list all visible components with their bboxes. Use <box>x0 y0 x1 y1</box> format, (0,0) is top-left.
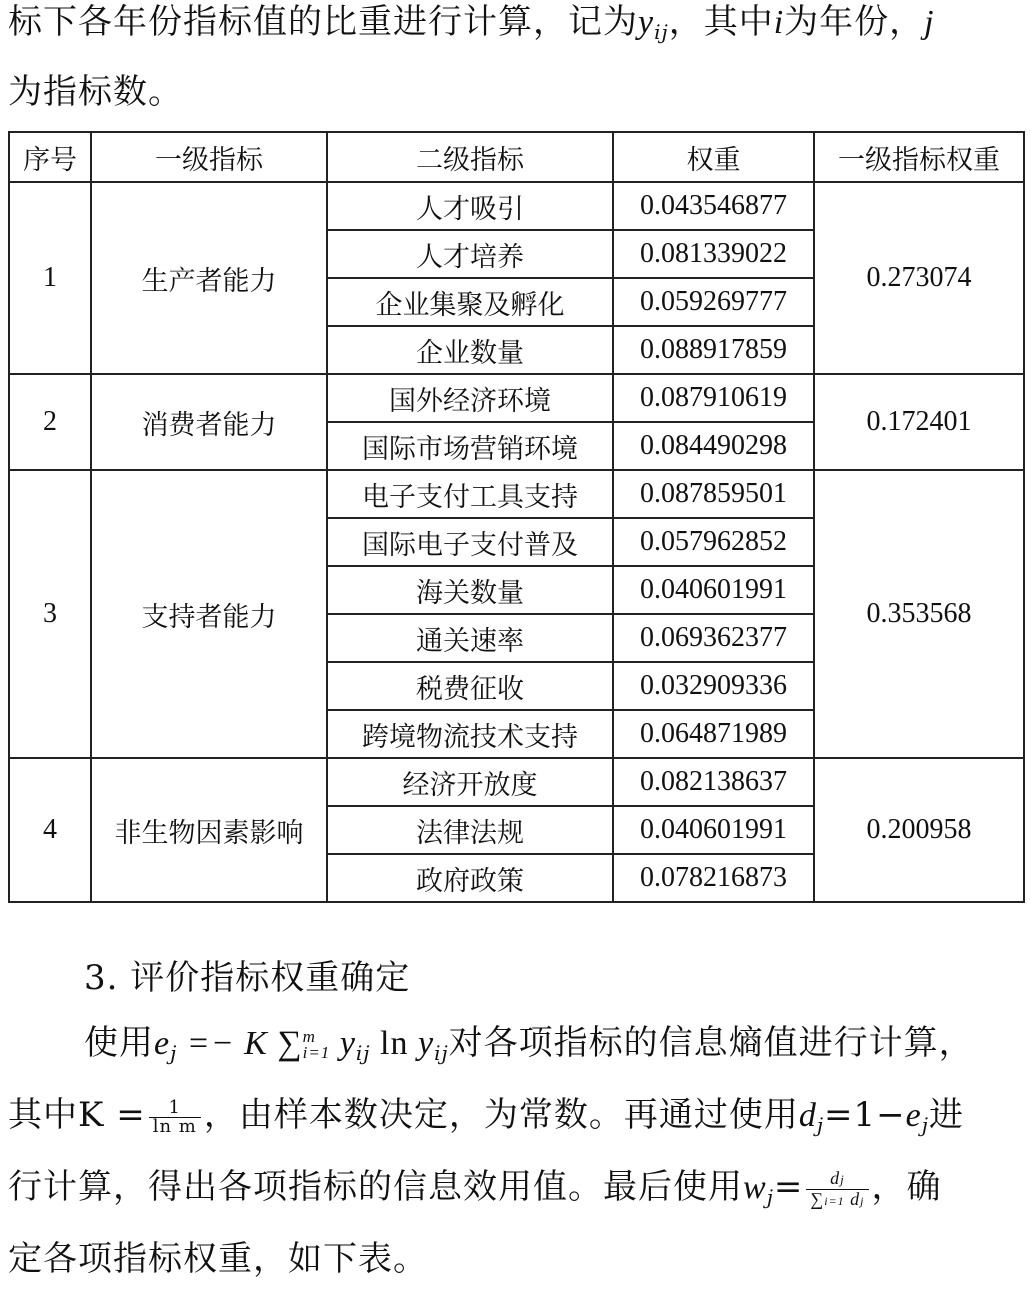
table-row <box>9 758 1024 806</box>
formula-w: w <box>743 1169 767 1206</box>
secondary-indicator: 国际市场营销环境 <box>327 422 613 470</box>
var-sub-ij: ij <box>654 20 669 44</box>
weight-value: 0.032909336 <box>613 662 814 710</box>
secondary-indicator: 人才吸引 <box>327 182 613 230</box>
intro-text: 为指标数。 <box>8 72 183 112</box>
weight-value: 0.064871989 <box>613 710 814 758</box>
header-primary: 一级指标 <box>91 132 327 182</box>
secondary-indicator: 国际电子支付普及 <box>327 518 613 566</box>
header-weight: 权重 <box>613 132 814 182</box>
method-text: 对各项指标的信息熵值进行计算， <box>448 1023 974 1063</box>
group-index: 1 <box>9 182 91 374</box>
intro-text: 标下各年份指标值的比重进行计算，记为 <box>8 2 638 42</box>
weight-value: 0.087859501 <box>613 470 814 518</box>
method-text: 使用 <box>84 1023 154 1063</box>
formula-sum-upper: m <box>302 1027 316 1046</box>
formula-sub-ij: ij <box>355 1041 371 1065</box>
primary-weight: 0.273074 <box>814 182 1024 374</box>
weight-value: 0.040601991 <box>613 566 814 614</box>
secondary-indicator: 法律法规 <box>327 806 613 854</box>
primary-weight: 0.353568 <box>814 470 1024 758</box>
table-row <box>9 470 1024 518</box>
secondary-indicator: 经济开放度 <box>327 758 613 806</box>
table-row <box>9 374 1024 422</box>
section-heading: 3. 评价指标权重确定 <box>84 958 411 998</box>
formula-sum-lower: i=1 <box>302 1043 331 1062</box>
primary-indicator: 消费者能力 <box>91 374 327 470</box>
var-i: i <box>773 4 785 41</box>
weight-value: 0.082138637 <box>613 758 814 806</box>
table-row <box>9 182 1024 230</box>
weight-value: 0.043546877 <box>613 182 814 230</box>
formula-sub-ij: ij <box>434 1041 449 1065</box>
group-index: 4 <box>9 758 91 902</box>
weight-value: 0.081339022 <box>613 230 814 278</box>
group-index: 3 <box>9 470 91 758</box>
formula-sub-j: j <box>170 1041 178 1065</box>
formula-d: d <box>798 1097 817 1134</box>
formula-e: e <box>154 1025 171 1062</box>
secondary-indicator: 跨境物流技术支持 <box>327 710 613 758</box>
primary-indicator: 非生物因素影响 <box>91 758 327 902</box>
formula-sub-j: j <box>816 1113 825 1137</box>
method-paragraph: 使用$e_j =- K$ ∑ m i=1 $y_{ij}$ $\ln y_{ij}$对各项指标的信息熵值进行计算， 其中K = $\frac{1}{\text{ln m}}$ ，由样本数决定，为常数。再通过使用$d_j=1-e_j$进 行计算，得出各项指标的信息效用值。最后使用$w_j=$ $\frac{dj}{\sum i=1 dj}$ ，确 定各项指标权重，如下表。 <box>8 1023 974 1279</box>
weight-value: 0.087910619 <box>613 374 814 422</box>
formula-e: e <box>905 1097 922 1134</box>
intro-text: 为年份， <box>784 2 925 42</box>
formula-sub-j: j <box>766 1185 774 1209</box>
weight-value: 0.069362377 <box>613 614 814 662</box>
formula-eq: =1− <box>824 1095 906 1135</box>
formula-sub-j: j <box>921 1113 929 1137</box>
secondary-indicator: 人才培养 <box>327 230 613 278</box>
primary-indicator: 支持者能力 <box>91 470 327 758</box>
group-index: 2 <box>9 374 91 470</box>
header-primary-weight: 一级指标权重 <box>814 132 1024 182</box>
intro-text: ，其中 <box>668 2 774 42</box>
method-text: 定各项指标权重，如下表。 <box>8 1239 428 1279</box>
intro-paragraph <box>8 0 1023 122</box>
table-header-row <box>9 132 1024 182</box>
formula-sum: =− K ∑ <box>177 1025 303 1062</box>
weight-value: 0.088917859 <box>613 326 814 374</box>
secondary-indicator: 海关数量 <box>327 566 613 614</box>
formula-ln: ln <box>370 1025 418 1062</box>
secondary-indicator: 企业数量 <box>327 326 613 374</box>
method-text: 进 <box>928 1095 964 1135</box>
var-y: y <box>638 4 655 41</box>
weight-value: 0.078216873 <box>613 854 814 902</box>
method-text: ，由样本数决定，为常数。再通过使用 <box>203 1095 799 1135</box>
primary-weight: 0.200958 <box>814 758 1024 902</box>
secondary-indicator: 税费征收 <box>327 662 613 710</box>
weight-value: 0.084490298 <box>613 422 814 470</box>
weight-value: 0.057962852 <box>613 518 814 566</box>
method-text: 行计算，得出各项指标的信息效用值。最后使用 <box>8 1167 743 1207</box>
indicator-weights-table <box>8 131 1025 903</box>
secondary-indicator: 通关速率 <box>327 614 613 662</box>
primary-weight: 0.172401 <box>814 374 1024 470</box>
secondary-indicator: 电子支付工具支持 <box>327 470 613 518</box>
weight-value: 0.040601991 <box>613 806 814 854</box>
var-j: j <box>924 4 935 41</box>
method-text: ，确 <box>871 1167 942 1207</box>
formula-y: y <box>330 1025 356 1062</box>
secondary-indicator: 国外经济环境 <box>327 374 613 422</box>
fraction-k: $\frac{1}{\text{ln m}}$ <box>149 1099 201 1136</box>
primary-indicator: 生产者能力 <box>91 182 327 374</box>
secondary-indicator: 企业集聚及孵化 <box>327 278 613 326</box>
weight-value: 0.059269777 <box>613 278 814 326</box>
header-index: 序号 <box>9 132 91 182</box>
header-secondary: 二级指标 <box>327 132 613 182</box>
method-text: 其中K = <box>8 1095 146 1135</box>
fraction-w: $\frac{dj}{\sum i=1 dj}$ <box>806 1169 868 1210</box>
formula-y: y <box>417 1025 435 1062</box>
secondary-indicator: 政府政策 <box>327 854 613 902</box>
